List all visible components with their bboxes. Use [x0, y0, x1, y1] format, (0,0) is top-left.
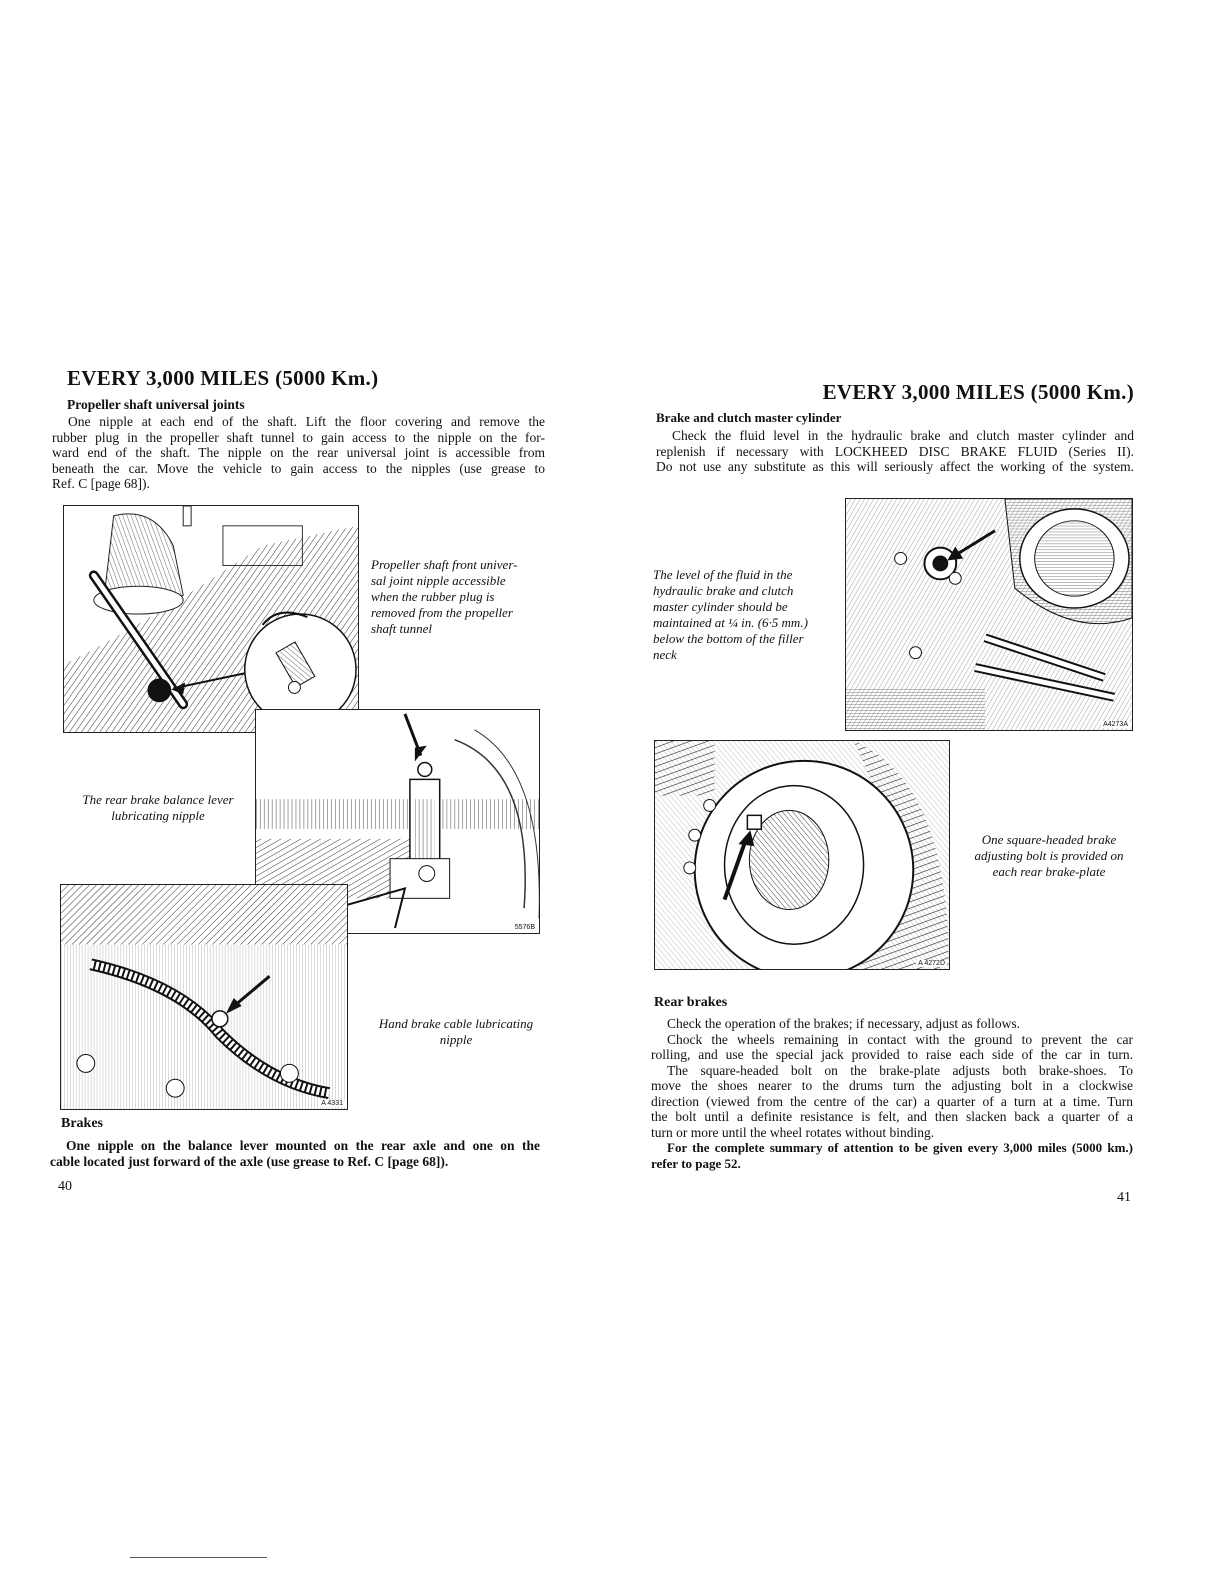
summary-line: For the complete summary of attention to be given every 3,000 miles (5000 km.) — [667, 1140, 1133, 1155]
propeller-shaft-text — [52, 414, 545, 492]
text-line: beneath the car. Move the vehicle to gain access to the nipples (use grease to — [52, 460, 545, 476]
figure-code: A 4331 — [321, 1100, 343, 1107]
brake-adjuster-caption: One square-headed brake adjusting bolt is provided on each rear brake-plate — [974, 832, 1124, 879]
text-line: turn or more until the wheel rotates without binding. — [651, 1124, 935, 1140]
right-page-heading: EVERY 3,000 MILES (5000 Km.) — [822, 380, 1134, 404]
propeller-shaft-caption: Propeller shaft front univer- sal joint nipple accessible when the rubber plug is removed from the propeller shaft tunnel — [371, 557, 518, 636]
figure-code: A4273A — [1103, 721, 1128, 728]
hand-brake-cable-illustration — [60, 884, 348, 1110]
summary-line: refer to page 52. — [651, 1155, 741, 1171]
brake-adjuster-illustration — [654, 740, 950, 970]
rear-brakes-text — [651, 1016, 1133, 1171]
text-line: replenish if necessary with LOCKHEED DISC BRAKE FLUID (Series II). — [656, 443, 1134, 459]
text-line: cable located just forward of the axle (use grease to Ref. C [page 68]). — [50, 1153, 449, 1169]
master-cylinder-caption: The level of the fluid in the hydraulic brake and clutch master cylinder should be maintained at ¼ in. (6·5 mm.) below the bottom of the filler neck — [653, 567, 808, 662]
master-cylinder-illustration — [845, 498, 1133, 731]
text-line: rubber plug in the propeller shaft tunnel to gain access to the nipple on the for- — [52, 429, 545, 445]
propeller-shaft-illustration — [63, 505, 359, 733]
master-cylinder-text — [656, 428, 1134, 475]
master-cylinder-title: Brake and clutch master cylinder — [656, 410, 842, 425]
text-line: rolling, and use the special jack provided to raise each side of the car in turn. — [651, 1047, 1133, 1062]
rear-brakes-title: Rear brakes — [654, 995, 728, 1010]
figure-code: 5576B — [514, 924, 535, 931]
text-line: Check the fluid level in the hydraulic brake and clutch master cylinder and — [672, 428, 1134, 443]
brakes-title: Brakes — [61, 1116, 103, 1131]
text-line: One nipple on the balance lever mounted on the rear axle and one on the — [66, 1138, 540, 1153]
text-line: direction (viewed from the centre of the car) a quarter of a turn at a time. Turn — [651, 1093, 1133, 1109]
right-page-number: 41 — [1117, 1190, 1131, 1205]
bottom-rule — [130, 1557, 267, 1558]
brakes-text — [50, 1138, 540, 1169]
hand-brake-cable-caption: Hand brake cable lubricating nipple — [378, 1016, 534, 1047]
balance-lever-caption: The rear brake balance lever lubricating nipple — [82, 792, 234, 823]
text-line: One nipple at each end of the shaft. Lift the floor covering and remove the — [68, 414, 545, 429]
figure-code: A 4272D — [918, 960, 945, 967]
text-line: Do not use any substitute as this will seriously affect the working of the system. — [656, 459, 1134, 474]
text-line: move the shoes nearer to the drums turn the adjusting bolt in a clockwise — [651, 1078, 1133, 1093]
text-line: Chock the wheels remaining in contact with the ground to prevent the car — [667, 1031, 1133, 1047]
left-page-number: 40 — [58, 1179, 72, 1194]
text-line: The square-headed bolt on the brake-plate adjusts both brake-shoes. To — [667, 1062, 1133, 1078]
propeller-shaft-title: Propeller shaft universal joints — [67, 397, 245, 412]
text-line: the bolt until a definite resistance is felt, and then slacken back a quarter of a — [651, 1109, 1133, 1124]
text-line: ward end of the shaft. The nipple on the rear universal joint is accessible from — [52, 445, 545, 460]
text-line: Check the operation of the brakes; if necessary, adjust as follows. — [667, 1016, 1021, 1031]
text-line: Ref. C [page 68]). — [52, 476, 150, 491]
left-page-heading: EVERY 3,000 MILES (5000 Km.) — [67, 366, 379, 390]
